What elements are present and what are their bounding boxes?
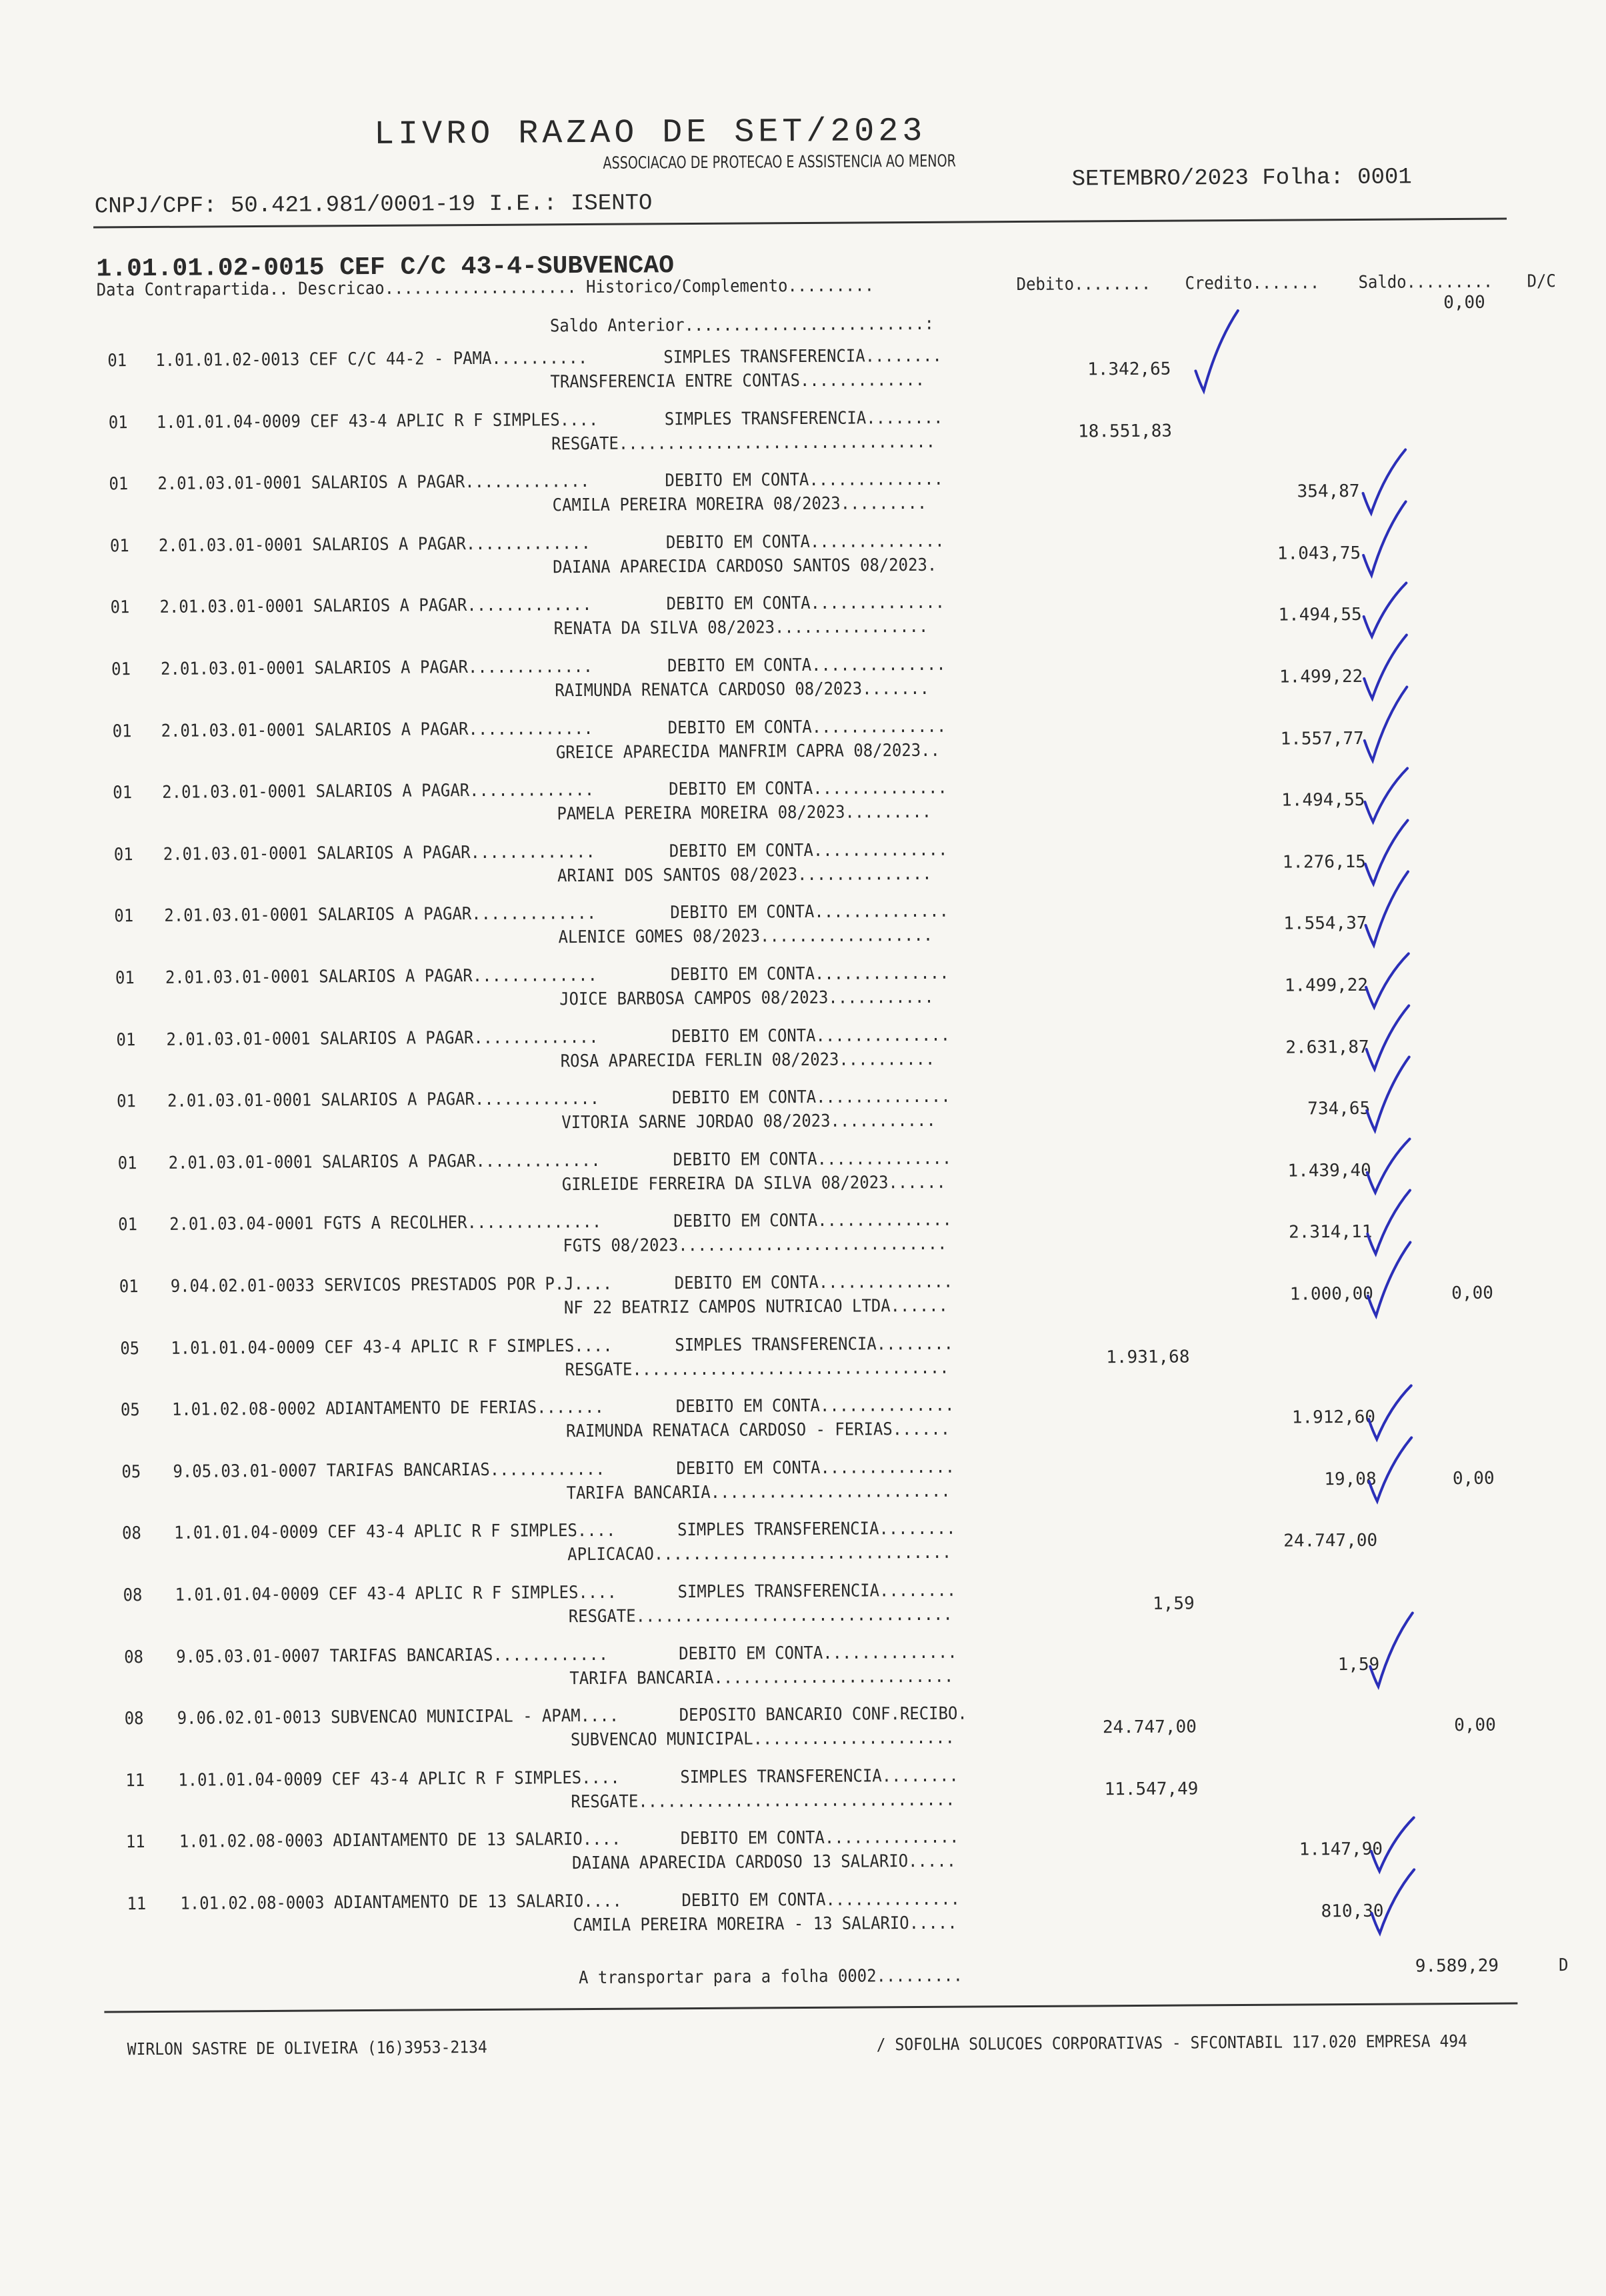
entry-day: 01 [115, 968, 135, 989]
entry-debito [1013, 1162, 1187, 1163]
entry-debito [1020, 1531, 1193, 1533]
entry-historico: DEPOSITO BANCARIO CONF.RECIBO. [679, 1703, 967, 1726]
entry-account: 1.01.02.08-0003 ADIANTAMENTO DE 13 SALARIO.... [179, 1829, 621, 1852]
entry-complemento: SUBVENCAO MUNICIPAL..................... [570, 1727, 955, 1751]
entry-day: 05 [120, 1400, 140, 1421]
entry-day: 11 [125, 1771, 145, 1791]
entry-day: 01 [119, 1277, 139, 1297]
check-mark-icon [1363, 501, 1407, 575]
check-mark-icon [1365, 768, 1407, 821]
entry-credito: 734,65 [1307, 1098, 1371, 1119]
check-mark-icon [1365, 871, 1409, 945]
entry-account: 2.01.03.01-0001 SALARIOS A PAGAR............. [164, 903, 597, 926]
entry-day: 01 [108, 413, 128, 433]
entry-credito: 2.631,87 [1285, 1037, 1369, 1058]
entry-complemento: PAMELA PEREIRA MOREIRA 08/2023......... [557, 801, 932, 825]
entry-complemento: RENATA DA SILVA 08/2023................ [553, 616, 929, 639]
entry-saldo [1323, 1777, 1496, 1779]
check-mark-icon [1370, 1613, 1413, 1686]
entry-historico: SIMPLES TRANSFERENCIA........ [675, 1333, 954, 1356]
check-mark-icon [1364, 687, 1407, 760]
entry-debito [1003, 606, 1176, 607]
check-mark-icon [1363, 449, 1406, 513]
entry-day: 08 [124, 1709, 144, 1729]
entry-saldo [1320, 1345, 1493, 1347]
entry-account: 9.06.02.01-0013 SUBVENCAO MUNICIPAL - APAM.... [177, 1705, 619, 1729]
entry-complemento: FGTS 08/2023............................ [563, 1233, 947, 1257]
opening-balance-label: Saldo Anterior.........................: [549, 313, 935, 337]
entry-historico: DEBITO EM CONTA.............. [665, 531, 945, 553]
entry-credito: 1.912,60 [1291, 1407, 1376, 1428]
entry-debito [1009, 977, 1183, 978]
entry-day: 08 [121, 1523, 141, 1544]
entry-account: 2.01.03.01-0001 SALARIOS A PAGAR............. [157, 471, 590, 494]
column-header-saldo: Saldo......... [1358, 271, 1493, 293]
entry-day: 08 [124, 1647, 144, 1668]
entry-complemento: TARIFA BANCARIA......................... [569, 1666, 954, 1689]
entry-saldo: 0,00 [1454, 1715, 1496, 1736]
check-mark-icon [1366, 953, 1409, 1007]
entry-complemento: RESGATE................................. [571, 1789, 955, 1813]
entry-complemento: DAIANA APARECIDA CARDOSO SANTOS 08/2023. [553, 555, 937, 578]
entry-day: 01 [114, 906, 134, 927]
entry-historico: DEBITO EM CONTA.............. [667, 654, 946, 677]
entry-debito: 11.547,49 [1104, 1779, 1199, 1800]
entry-account: 2.01.03.01-0001 SALARIOS A PAGAR............. [159, 594, 592, 617]
entry-account: 1.01.01.04-0009 CEF 43-4 APLIC R F SIMPLES.... [156, 409, 599, 433]
opening-balance-value: 0,00 [1443, 292, 1485, 313]
entry-historico: DEBITO EM CONTA.............. [669, 839, 948, 862]
entry-credito: 810,30 [1321, 1901, 1384, 1922]
entry-credito: 1.043,75 [1277, 543, 1361, 564]
entry-day: 01 [112, 721, 132, 742]
entry-historico: DEBITO EM CONTA.............. [671, 1086, 951, 1109]
entry-credito [1201, 1346, 1374, 1347]
check-mark-icon [1365, 820, 1409, 883]
entry-account: 1.01.02.08-0002 ADIANTAMENTO DE FERIAS....... [171, 1397, 605, 1420]
entry-complemento: APLICACAO............................... [567, 1542, 952, 1565]
entry-account: 2.01.03.04-0001 FGTS A RECOLHER.............. [169, 1211, 602, 1235]
entry-account: 1.01.01.04-0009 CEF 43-4 APLIC R F SIMPLES.... [178, 1767, 620, 1791]
check-mark-icon [1367, 1190, 1411, 1253]
entry-historico: DEBITO EM CONTA.............. [681, 1889, 961, 1911]
entry-account: 2.01.03.01-0001 SALARIOS A PAGAR............. [167, 1088, 600, 1111]
entry-account: 2.01.03.01-0001 SALARIOS A PAGAR............. [161, 718, 593, 741]
entry-historico: DEBITO EM CONTA.............. [670, 963, 949, 985]
entry-credito: 24.747,00 [1283, 1530, 1378, 1551]
entry-historico: DEBITO EM CONTA.............. [667, 716, 947, 739]
account-title: 1.01.01.02-0015 CEF C/C 43-4-SUBVENCAO [96, 251, 675, 284]
entry-historico: DEBITO EM CONTA.............. [670, 901, 949, 923]
entry-complemento: RESGATE................................. [565, 1357, 949, 1381]
check-mark-icon [1364, 635, 1407, 698]
entry-complemento: ALENICE GOMES 08/2023.................. [558, 925, 933, 948]
entry-historico: DEBITO EM CONTA.............. [673, 1148, 952, 1171]
entry-credito [1184, 358, 1357, 359]
entry-account: 1.01.01.04-0009 CEF 43-4 APLIC R F SIMPLES.... [171, 1335, 613, 1359]
entry-credito: 1.557,77 [1280, 728, 1364, 749]
document-title: LIVRO RAZAO DE SET/2023 [374, 112, 927, 154]
entry-complemento: RESGATE................................. [568, 1604, 953, 1627]
column-header-dc: D/C [1527, 271, 1556, 292]
entry-day: 05 [120, 1339, 140, 1359]
entry-complemento: TRANSFERENCIA ENTRE CONTAS............. [550, 369, 925, 393]
entry-debito [1026, 1840, 1199, 1841]
entry-complemento: ARIANI DOS SANTOS 08/2023.............. [557, 863, 932, 887]
entry-account: 2.01.03.01-0001 SALARIOS A PAGAR............. [161, 656, 593, 679]
entry-day: 01 [118, 1215, 138, 1235]
entry-account: 1.01.02.08-0003 ADIANTAMENTO DE 13 SALARIO.... [180, 1891, 622, 1914]
entry-debito [1019, 1470, 1192, 1471]
entry-account: 2.01.03.01-0001 SALARIOS A PAGAR............. [168, 1150, 601, 1173]
entry-historico: DEBITO EM CONTA.............. [673, 1209, 952, 1232]
check-mark-icon [1367, 1057, 1410, 1130]
entry-debito [1003, 668, 1177, 669]
entry-day: 01 [116, 1091, 136, 1112]
entry-account: 2.01.03.01-0001 SALARIOS A PAGAR............. [165, 965, 598, 988]
entry-debito [1007, 853, 1181, 855]
entry-historico: DEBITO EM CONTA.............. [665, 469, 944, 491]
entry-account: 9.05.03.01-0007 TARIFAS BANCARIAS............ [173, 1459, 605, 1482]
entry-credito: 2.314,11 [1288, 1221, 1373, 1243]
organization-name: ASSOCIACAO DE PROTECAO E ASSISTENCIA AO MENOR [603, 151, 956, 173]
entry-account: 2.01.03.01-0001 SALARIOS A PAGAR............. [166, 1027, 599, 1050]
entry-credito [1205, 1593, 1379, 1594]
entry-historico: DEBITO EM CONTA.............. [669, 777, 947, 800]
entry-historico: DEBITO EM CONTA.............. [675, 1395, 955, 1417]
entry-saldo: 0,00 [1452, 1468, 1495, 1489]
entry-complemento: CAMILA PEREIRA MOREIRA - 13 SALARIO..... [573, 1913, 957, 1936]
entry-complemento: DAIANA APARECIDA CARDOSO 13 SALARIO..... [571, 1851, 957, 1874]
entry-debito: 18.551,83 [1077, 421, 1173, 442]
entry-day: 01 [116, 1030, 136, 1051]
entry-historico: SIMPLES TRANSFERENCIA........ [680, 1765, 959, 1788]
check-mark-icon [1363, 583, 1406, 636]
check-mark-icon [1367, 1242, 1411, 1315]
entry-credito: 1.439,40 [1287, 1160, 1371, 1181]
entry-debito: 1,59 [1152, 1593, 1195, 1614]
entry-credito: 1.554,37 [1283, 913, 1367, 934]
entry-day: 01 [113, 783, 133, 803]
entry-account: 2.01.03.01-0001 SALARIOS A PAGAR............. [162, 779, 595, 803]
entry-day: 05 [121, 1462, 141, 1483]
carry-forward-balance: 9.589,29 [1415, 1955, 1499, 1977]
entry-complemento: JOICE BARBOSA CAMPOS 08/2023........... [559, 987, 934, 1010]
entry-account: 9.05.03.01-0007 TARIFAS BANCARIAS............ [176, 1644, 609, 1667]
entry-account: 1.01.01.04-0009 CEF 43-4 APLIC R F SIMPLES.... [175, 1582, 617, 1605]
footer-right: / SOFOLHA SOLUCOES CORPORATIVAS - SFCONTABIL 117.020 EMPRESA 494 [876, 2031, 1468, 2055]
entry-historico: DEBITO EM CONTA.............. [666, 592, 945, 615]
entry-day: 01 [109, 536, 129, 557]
check-mark-icon [1366, 1005, 1409, 1069]
entry-debito [1011, 1039, 1184, 1040]
entry-account: 1.01.01.04-0009 CEF 43-4 APLIC R F SIMPLES.... [173, 1520, 616, 1543]
carry-forward-label: A transportar para a folha 0002......... [579, 1965, 963, 1989]
entry-credito: 1.494,55 [1281, 789, 1365, 811]
entry-historico: SIMPLES TRANSFERENCIA........ [663, 345, 942, 368]
entry-debito [1022, 1655, 1195, 1657]
entry-complemento: RESGATE................................. [551, 431, 936, 455]
column-header-credito: Credito....... [1185, 273, 1320, 294]
entry-credito: 1.494,55 [1278, 604, 1362, 625]
carry-forward-dc: D [1558, 1955, 1569, 1976]
entry-account: 2.01.03.01-0001 SALARIOS A PAGAR............. [158, 533, 591, 556]
entry-credito: 1.147,90 [1299, 1839, 1383, 1860]
entry-debito: 1.342,65 [1087, 359, 1171, 380]
entry-debito [1017, 1408, 1191, 1409]
entry-complemento: GIRLEIDE FERREIRA DA SILVA 08/2023...... [561, 1172, 946, 1195]
cnpj-line: CNPJ/CPF: 50.421.981/0001-19 I.E.: ISENTO [94, 191, 653, 220]
entry-complemento: CAMILA PEREIRA MOREIRA 08/2023......... [552, 493, 927, 516]
entry-historico: SIMPLES TRANSFERENCIA........ [677, 1518, 956, 1541]
entry-credito: 1.499,22 [1284, 975, 1369, 996]
entry-debito [1005, 730, 1178, 731]
entry-debito [1014, 1223, 1187, 1225]
entry-credito: 1.276,15 [1282, 851, 1367, 873]
footer-left: WIRLON SASTRE DE OLIVEIRA (16)3953-2134 [127, 2037, 487, 2059]
entry-debito [1011, 1100, 1185, 1101]
header-rule [93, 218, 1507, 229]
entry-complemento: RAIMUNDA RENATACA CARDOSO - FERIAS...... [566, 1419, 951, 1442]
entry-debito: 1.931,68 [1106, 1347, 1190, 1368]
column-header-left: Data Contrapartida.. Descricao.................... Historico/Complemento......... [96, 275, 875, 301]
entry-credito: 1.499,22 [1279, 666, 1363, 687]
entry-day: 11 [127, 1894, 147, 1915]
entry-debito [1027, 1902, 1200, 1903]
entry-day: 01 [109, 474, 129, 495]
entry-saldo: 0,00 [1451, 1283, 1493, 1304]
entry-complemento: VITORIA SARNE JORDAO 08/2023........... [561, 1110, 937, 1133]
entry-day: 01 [107, 351, 127, 371]
entry-day: 01 [113, 845, 133, 865]
check-mark-icon [1195, 311, 1239, 391]
entry-day: 01 [117, 1153, 137, 1174]
entry-credito: 1.000,00 [1289, 1283, 1373, 1305]
entry-debito [999, 483, 1173, 484]
entry-account: 9.04.02.01-0033 SERVICOS PRESTADOS POR P.J.... [170, 1273, 613, 1297]
entry-historico: SIMPLES TRANSFERENCIA........ [677, 1580, 957, 1603]
entry-complemento: NF 22 BEATRIZ CAMPOS NUTRICAO LTDA...... [563, 1295, 949, 1319]
entry-day: 08 [123, 1585, 143, 1606]
entry-complemento: TARIFA BANCARIA......................... [566, 1481, 951, 1504]
entry-debito [1001, 545, 1175, 546]
entry-saldo [1322, 1592, 1495, 1593]
entry-complemento: GREICE APARECIDA MANFRIM CAPRA 08/2023.. [555, 740, 941, 763]
entry-historico: DEBITO EM CONTA.............. [674, 1271, 953, 1294]
entry-day: 11 [125, 1832, 145, 1853]
entry-saldo [1315, 419, 1488, 421]
column-header-debito: Debito........ [1016, 273, 1151, 295]
entry-credito: 1,59 [1337, 1654, 1380, 1675]
entry-day: 01 [111, 659, 131, 680]
entry-account: 2.01.03.01-0001 SALARIOS A PAGAR............. [163, 841, 595, 865]
entry-historico: DEBITO EM CONTA.............. [679, 1642, 957, 1665]
entry-debito [1008, 915, 1181, 916]
entry-debito [1005, 791, 1179, 793]
entry-credito [1185, 420, 1359, 421]
footer-rule [104, 2003, 1517, 2013]
entry-complemento: ROSA APARECIDA FERLIN 08/2023.......... [560, 1049, 935, 1072]
entry-day: 01 [110, 597, 130, 618]
entry-account: 1.01.01.02-0013 CEF C/C 44-2 - PAMA.......... [155, 347, 588, 371]
entry-historico: DEBITO EM CONTA.............. [671, 1025, 951, 1047]
entry-historico: DEBITO EM CONTA.............. [680, 1827, 959, 1849]
entry-historico: SIMPLES TRANSFERENCIA........ [664, 407, 943, 430]
entry-saldo [1314, 357, 1487, 359]
entry-historico: DEBITO EM CONTA.............. [676, 1457, 955, 1479]
entry-debito [1015, 1285, 1189, 1287]
entry-credito: 19,08 [1324, 1469, 1377, 1490]
check-mark-icon [1367, 1139, 1409, 1192]
entry-debito: 24.747,00 [1102, 1717, 1197, 1738]
entry-credito [1208, 1778, 1381, 1779]
entry-complemento: RAIMUNDA RENATCA CARDOSO 08/2023....... [555, 678, 930, 701]
entry-credito: 354,87 [1297, 481, 1360, 502]
period-folha: SETEMBRO/2023 Folha: 0001 [1071, 165, 1412, 193]
